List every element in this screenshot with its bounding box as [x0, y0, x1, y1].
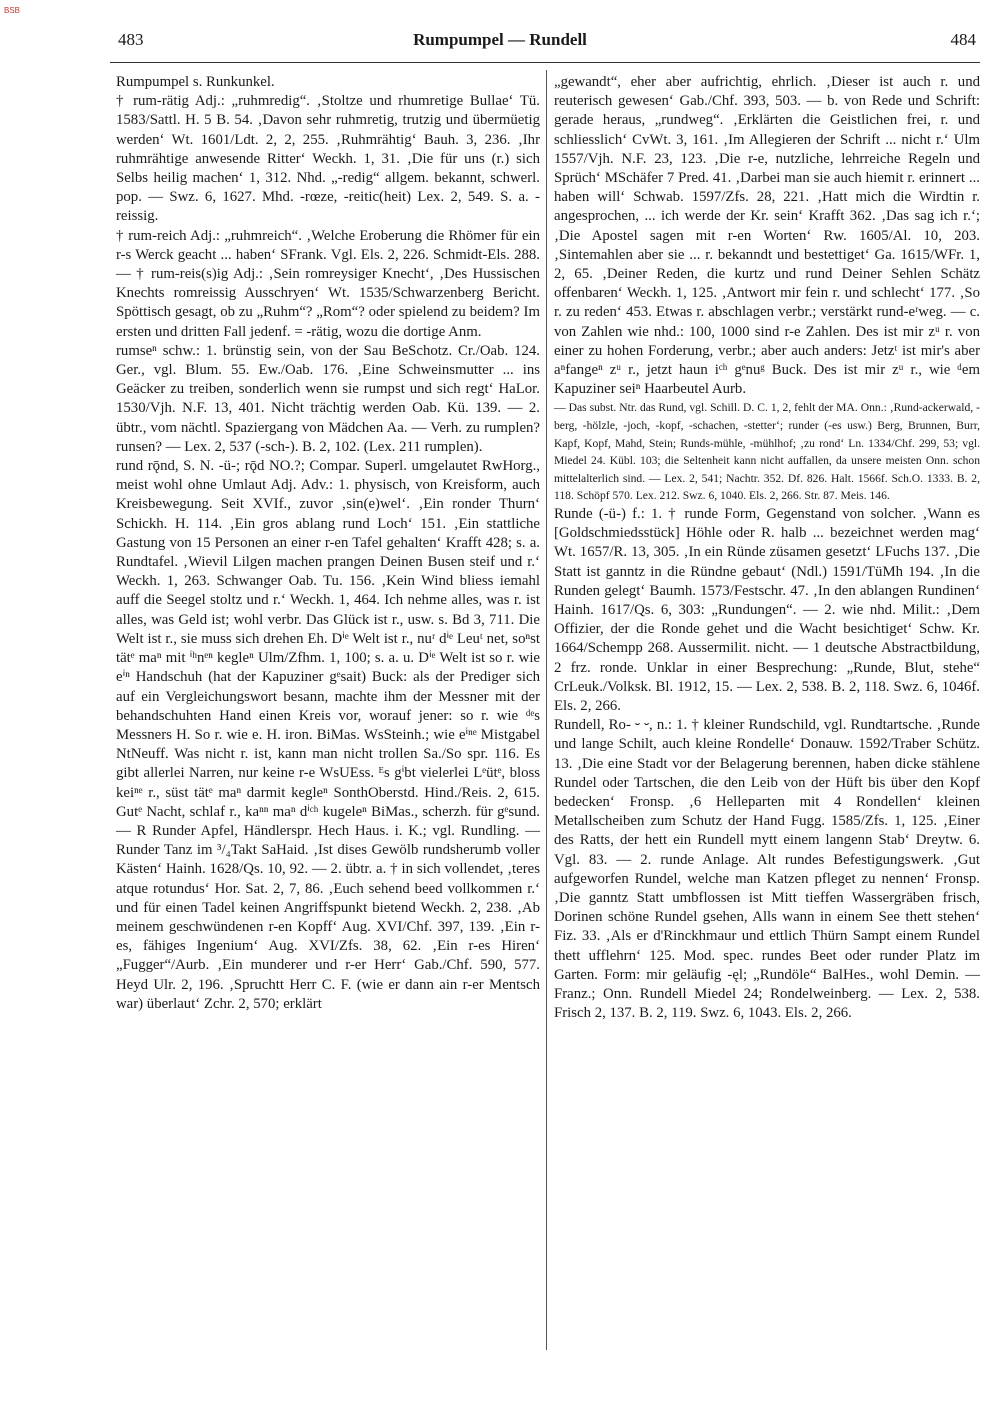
library-stamp: BSB [4, 6, 21, 15]
header-rule [110, 62, 980, 63]
running-title: Rumpumpel — Rundell [413, 30, 587, 49]
entry-rum-reich: † rum-reich Adj.: „ruhmreich“. ‚Welche Eroberung die Rhömer für ein r-s Werck geacht ... haben‘ SFrank. Vgl. Els. 2, 226. Schmidt-Els. 288. — † rum-reis(s)ig Adj.: ‚Sein romreysiger Knecht‘, ‚Des Hussischen Knechts romreissig Ausschryen‘ Wt. 1535/Schwarzenberg Bericht. Spöttisch gesagt, ob zu „Ruhm“? „Rom“? oder spielend zu beidem? Im ersten und dritten Fall jedenf. = -rätig, wozu die dortige Anm. [116, 227, 540, 340]
right-column [554, 73, 980, 1024]
entry-rund-continued: „gewandt“, eher aber aufrichtig, ehrlich. ‚Dieser ist auch r. und reuterisch gewesen‘ Gab./Chf. 393, 503. — b. von Rede und Schrift: gerade heraus, „rundweg“. ‚Erklärten die Geistlichen frei, r. und schliesslich‘ CvWt. 3, 161. ‚Im Allegieren der Schrift ... nicht r.‘ Ulm 1557/Vjh. N.F. 23, 123. ‚Die r-e, nutzliche, lehrreiche Regeln und Sprüch‘ MSchäfer 7 Pred. 41. ‚Darbei man sie auch hiemit r. erinnert ... haben will‘ Schwab. 1597/Zfs. 28, 221. ‚Hatt mich die Wirdtin r. angesprochen, ... ich werde der Kr. sein‘ Krafft 362. ‚Das sag ich r.‘; ‚Die Apostel sagen mit r-en Worten‘ Rw. 1605/Al. 10, 203. ‚Sintemahlen aber sie ... r. bekanndt und bestettiget‘ Ga. 1615/WFr. 1, 2, 65. ‚Deiner Reden, die kurtz und rund Deiner Sehlen Schätz offenbaren‘ Weckh. 1, 125. ‚Antwort mir fein r. und schlecht‘ 177. ‚So r. zu reden‘ 453. Etwas r. abschlagen verbr.; verstärkt rund-eʳweg. — c. von Zahlen wie nhd.: 100, 1000 sind r-e Zahlen. Des ist mir zᵘ r. von einer zu hohen Forderung, verbr.; aber auch anders: Jetzᵗ ist mir's aber aⁿfangeⁿ zᵘ r., jetzt haun iᶜʰ gᵉnuᵍ Buck. Des ist mir zᵘ r., wie ᵈem Kapuziner seiⁿ Haarbeutel Aurb. [554, 74, 980, 398]
entry-rund: rund rǭnd, S. N. -ü-; rǭd NO.?; Compar. Superl. umgelautet RwHorg., meist wohl ohne Umlaut Adj. Adv.: 1. physisch, von Kreisform, auch Kreisbewegung. Seit XVIf., zuvor ‚sin(e)wel‘. ‚Ein ronder Thurn‘ Schickh. H. 114. ‚Ein gros ablang rund Loch‘ 151. ‚Ein stattliche Gastung von 15 Personen an einer r-en Tafel gehalten‘ Krafft 428; s. a. Rundtafel. ‚Wievil Lilgen machen prangen Deinen Busen steif und r.‘ Weckh. 1, 263. Schwanger Oab. Tu. 156. ‚Kein Wind bliess iemahl auff die Seegel stoltz und r.‘ Weckh. 1, 464. Ich nehme alles, was r. ist alles, was Geld ist; wohl verbr. Das Glück ist r., usw. s. Bd 3, 711. Die Welt ist r., sie muss sich drehen Eh. Dⁱᵉ Welt ist r., nuʳ dⁱᵉ Leuᵗ net, soⁿst tätᵉ maⁿ mit ⁱʰnᵉⁿ kegleⁿ Ulm/Zfhm. 1, 100; s. a. u. Dⁱᵉ Welt ist so r. wie eⁱⁿ Handschuh (hat der Kapuziner gᵉsait) Buck: als der Prediger sich auf ein Vergleichungswort besann, machte ihm der Messner mit der behandschuhten Hand einen Kreis vor, worauf jener: so r. wie ᵈᵉs Messners H. So r. wie e. H. iron. BiMas. WsSteinh.; wie eⁱⁿᵉ Mistgabel NtNeuff. Was nicht r. ist, kann man nicht trollen Sa./So spr. 116. Es gibt allerlei Narren, nur keine r-e WsUEss. ᴱs gⁱbt vielerlei Lᵉütᵉ, bloss keiⁿᵉ r., süst tätᵉ maⁿ darmit kegleⁿ SonthOberstd. Hind./Reis. 2, 615. Gutᵉ Nacht, schlaf r., kaⁿⁿ maⁿ dⁱᶜʰ kugeleⁿ BiMas., scherzh. für gᵉsund. — R Runder Apfel, Händlerspr. Hech Haus. i. K.; vgl. Rundling. — Runder Tanz im ³/₄Takt SaHaid. ‚Ist dises Gewölb rundsherumb voller Kästen‘ Hainh. 1628/Qs. 10, 92. — 2. übtr. a. † in sich vollendet, ‚teres atque rotundus‘ Hor. Sat. 2, 7, 86. ‚Euch sehend beed vollkommen r.‘ und für einen Tadel keinen Angriffspunkt bietend Weckh. 2, 238. ‚Ab meinem geschwündenen r-en Kopff‘ Aug. XVI/Chf. 397, 139. ‚Ein r-es, fähiges Ingenium‘ Aug. XVI/Zfs. 38, 62. ‚Ein r-es Hiren‘ „Fugger“/Aurb. ‚Ein munderer und r-er Herr‘ Gab./Chf. 590, 577. Heyd Ulr. 2, 196. ‚Spruchtt Herr C. F. (wie er dann ain r-er Mentsch war) überlaut‘ Zchr. 2, 570; erklärt [116, 458, 540, 1012]
entry-rumpumpel: Rumpumpel s. Runkunkel. [116, 74, 275, 90]
entry-rund-notes: — Das subst. Ntr. das Rund, vgl. Schill. D. C. 1, 2, fehlt der MA. Onn.: ‚Rund-ackerwald, -berg, -hölzle, -joch, -kopf, -schachen, -stetter‘; runder (-es usw.) Berg, Brunnen, Burr, Kapf, Kopf, Mahd, Stein; Runds-mühle, -mühlhof; ‚zu rond‘ Ln. 1334/Chf. 299, 53; vgl. Miedel 24. Kübl. 103; die Seltenheit kann nicht auffallen, da unsere meisten Onn. schon mittelalterlich sind. — Lex. 2, 541; Nachtr. 352. Df. 826. Halt. 1566f. Sch.O. 1333. B. 2, 118. Schöpf 570. Lex. 212. Swz. 6, 1040. Els. 2, 266. Str. 87. Meis. 146. [554, 401, 980, 503]
entry-rundell: Rundell, Ro- ⏑ ⏑, n.: 1. † kleiner Rundschild, vgl. Rundtartsche. ‚Runde und lange Schilt, auch kleine Rondelle‘ Donauw. 1592/Traber Schütz. 13. ‚Die eine Stadt vor der Belagerung berennen, haben dicke stählene Rundel oder Tartschen, die den Leib von der Hüft bis über den Kopf bedecken‘ Fronsp. ‚6 Helleparten mit 4 Rondellen‘ kleinen Metallscheiben zum Schutz der Hand Fugg. 1585/Zfs. 1, 125. ‚Einer des Ratts, der hett ein Rundell mytt einem langenn Stab‘ Dreytw. 6. Vgl. 83. — 2. runde Anlage. Alt rundes Befestigungswerk. ‚Gut aufgeworfen Rundel, welche man Katzen pfleget zu nennen‘ Fronsp. ‚Die ganntz Statt umbflossen ist Mitt tieffen Wassergräben frisch, Dorinen schöne Rundel gsehen, Alls wann in einem See thett stehen‘ Fiz. 33. ‚Als er d'Rinckhmaur und ettlich Thürn Sampt einem Rundel thett ufflehrn‘ 125. Mod. spec. rundes Beet oder runder Platz im Garten. Form: mir geläufig -ęl; „Rundöle“ BalHes., wohl Demin. — Franz.; Onn. Rundell Miedel 24; Rondelweinberg. — Lex. 2, 538. Frisch 2, 137. B. 2, 119. Swz. 6, 1043. Els. 2, 266. [554, 717, 980, 1022]
page-number-left: 483 [118, 30, 144, 49]
page-number-right: 484 [950, 30, 976, 49]
column-separator [546, 70, 547, 1350]
entry-rumsen: rumseⁿ schw.: 1. brünstig sein, von der Sau BeSchotz. Cr./Oab. 124. Ger., vgl. Blum. 55. Ew./Oab. 176. ‚Eine Schweinsmutter ... ins Geäcker zu treiben, sonderlich wenn sie rumpst und sich regt‘ HaLor. 1530/Vjh. N.F. 13, 401. Nicht trächtig werden Oab. Kü. 139. — 2. übtr., vom nächtl. Spaziergang von Mädchen Aa. — Verh. zu rumplen? runsen? — Lex. 2, 537 (-sch-). B. 2, 102. (Lex. 211 rumplen). [116, 342, 540, 455]
entry-rum-raetig: † rum-rätig Adj.: „ruhmredig“. ‚Stoltze und rhumretige Bullae‘ Tü. 1583/Sattl. H. 5 B. 54. ‚Davon sehr ruhmretig, trutzig und übermüetig werden‘ Wt. 1601/Ldt. 2, 2, 255. ‚Ruhmrähtig‘ Bauh. 3, 236. ‚Ihr ruhmrähtige anwesende Ritter‘ Weckh. 1, 31. ‚Die für uns (r.) sich Selbs heilig machen‘ 1, 312. Nhd. „-redig“ allgem. bekannt, schwerl. pop. — Swz. 6, 1627. Mhd. -rœze, -reitic(heit) Lex. 2, 549. S. a. -reissig. [116, 93, 540, 225]
left-column [116, 73, 540, 1014]
entry-runde: Runde (-ü-) f.: 1. † runde Form, Gegenstand von solcher. ‚Wann es [Goldschmiedsstück] Höhle oder R. halb ... bezeichnet werden mag‘ Wt. 1657/R. 13, 305. ‚In ein Ründe züsamen gesetzt‘ LFuchs 137. ‚Die Statt ist ganntz in die Ründne gebaut‘ (Ndl.) 1591/TüMh 194. ‚In die Runden gelegt‘ Baumh. 1573/Festschr. 47. ‚In den ablangen Rundinen‘ Hainh. 1617/Qs. 6, 303: „Rundungen“. — 2. wie nhd. Milit.: ‚Dem Offizier, der die Ronde gehet und die Wacht besichtiget‘ Schw. Kr. 1664/Schempp 268. Aussermilit. nicht. — 1 deutsche Abstractbildung, 2 frz. ronde. Unklar in einer Besprechung: „Runde, Blut, stehe“ CrLeuk./Volksk. Bl. 1912, 15. — Lex. 2, 538. B. 2, 118. Swz. 6, 1046f. Els. 2, 266. [554, 506, 980, 715]
page-header [0, 30, 1000, 54]
